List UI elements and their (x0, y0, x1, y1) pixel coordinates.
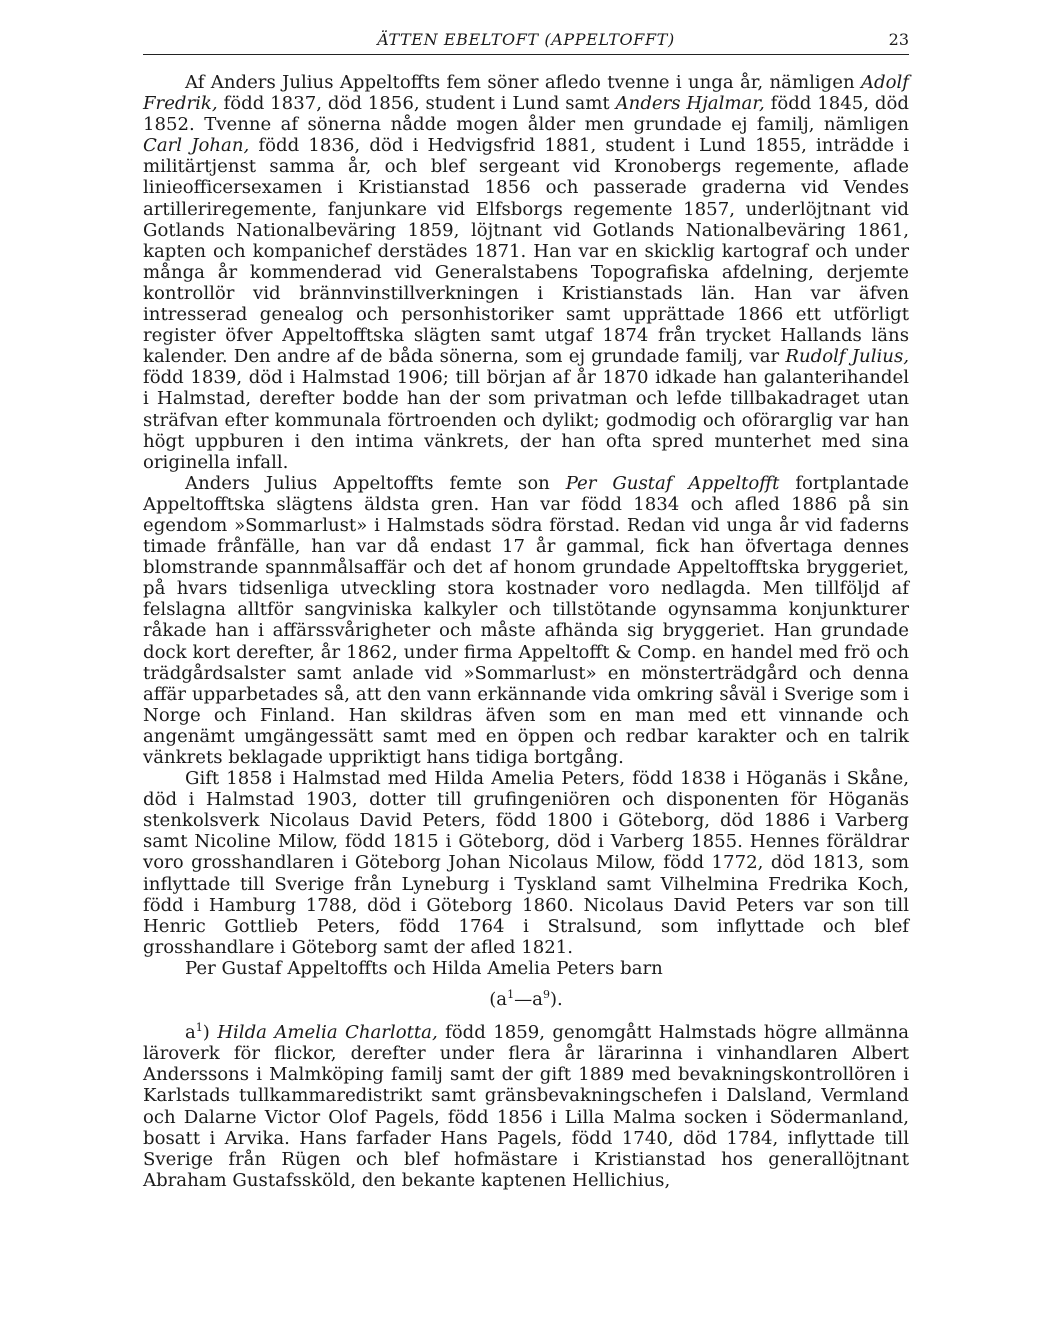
text-span: född 1837, död 1856, student i Lund samt (217, 93, 616, 115)
paragraph-children-heading: Per Gustaf Appeltoffts och Hilda Amelia Peters barn (185, 957, 663, 979)
text-span: född 1859, genomgått Halmstads högre allmänna läroverk för flickor, derefter under flera år lärarinna i vinhandlaren Albert Anderssons i Malmköping familj samt der gift 1889 med bevakningskontrollören i Karlstads tullkammaredistrikt samt gränsbevakningschefen i Dalsland, Vermland och Dalarne Victor Olof Pagels, född 1856 i Lilla Malma socken i Södermanland, bosatt i Arvika. Hans farfader Hans Pagels, född 1740, död 1784, inflyttade till Sverige från Rügen och blef hofmästare i Kristianstad hos generallöjtnant Abraham Gustafssköld, den bekante kaptenen Hellichius, (143, 1022, 910, 1191)
person-name-rudolf-julius: Rudolf Julius, (785, 346, 909, 368)
person-name-per-gustaf: Per Gustaf Appeltofft (565, 472, 780, 494)
person-name-hilda-amelia-charlotta: Hilda Amelia Charlotta, (217, 1022, 438, 1044)
children-range (143, 989, 909, 1010)
text-span: Anders Julius Appeltoffts femte son (185, 472, 566, 494)
page-number: 23 (888, 30, 909, 49)
range-close: ). (549, 989, 563, 1011)
text-span: Af Anders Julius Appeltoffts fem söner afledo tvenne i unga år, nämligen (185, 72, 861, 93)
running-title: ÄTTEN EBELTOFT (APPELTOFFT) (377, 30, 675, 49)
range-open: (a (489, 989, 508, 1011)
range-dash: —a (514, 989, 543, 1011)
range-sup-end: 9 (542, 988, 550, 1001)
body-text (143, 72, 909, 1191)
range-sup-start: 1 (507, 988, 515, 1001)
paragraph-marriage: Gift 1858 i Halmstad med Hilda Amelia Peters, född 1838 i Höganäs i Skåne, död i Halmstad 1903, dotter till grufingeniören och disponenten för Höganäs stenkolsverk Nicolaus David Peters, född 1800 i Göteborg, död 1886 i Varberg samt Nicoline Milow, född 1815 i Göteborg, död i Varberg 1855. Hennes föräldrar voro grosshandlaren i Göteborg Johan Nicolaus Milow, född 1772, död 1813, som inflyttade till Sverige från Lyneburg i Tyskland samt Vilhelmina Fredrika Koch, född i Hamburg 1788, död i Göteborg 1860. Nicolaus David Peters var son till Henric Gottlieb Peters, född 1764 i Stralsund, som inflyttade och blef grosshandlare i Göteborg samt der afled 1821. (143, 768, 909, 958)
entry-label-sup: 1 (195, 1021, 203, 1035)
person-name-anders-hjalmar: Anders Hjalmar, (615, 93, 765, 115)
person-name-carl-johan: Carl Johan, (143, 135, 250, 157)
entry-label-close: ) (202, 1022, 218, 1044)
entry-label: a (185, 1022, 196, 1044)
text-span: född 1839, död i Halmstad 1906; till början af år 1870 idkade han galanterihandel i Halmstad, derefter bodde han der som privatman och lefde tillbakadraget utan sträfvan efter kommunala förtroenden och dylikt; godmodig och oförarglig var han högt uppburen i den intima vänkrets, der han ofta spred munterhet med sina originella infall. (143, 367, 909, 473)
page-header (143, 28, 909, 55)
text-span: fortplantade Appeltofftska slägtens äldsta gren. Han var född 1834 och afled 1886 på sin egendom »Sommarlust» i Halmstads södra förstad. Redan vid unga år vid faderns timade frånfälle, han var då endast 17 år gammal, fick han öfvertaga dennes blomstrande spannmålsaffär och det af honom grundade Appeltofftska bryggeriet, på hvars tidsenliga utveckling stora kostnader voro nedlagda. Men tillföljd af felslagna alltför sangviniska kalkyler och tillstötande ogynsamma konjunkturer råkade han i affärssvårigheter och måste afhända sig bryggeriet. Han grundade dock kort derefter, år 1862, under firma Appeltofft & Comp. en handel med frö och trädgårdsalster samt anlade vid »Sommarlust» en mönsterträdgård och denna affär upparbetades så, att den vann erkännande vida omkring såväl i Sverige som i Norge och Finland. Han skildras äfven som en man med ett vinnande och angenämt umgängessätt samt med en öppen och redbar karakter och en talrik vänkrets beklagade uppriktigt hans tidiga bortgång. (143, 472, 910, 768)
text-span: född 1845, död 1852. Tvenne af sönerna nådde mogen ålder men grundade ej familj, nämligen (143, 93, 909, 136)
person-name-adolf-fredrik: Adolf Fredrik, (143, 72, 909, 115)
entry-a1 (143, 1022, 909, 1191)
paragraph-unmarried-sons (143, 72, 909, 473)
paragraph-per-gustaf (143, 473, 909, 768)
text-span: född 1836, död i Hedvigsfrid 1881, student i Lund 1855, inträdde i militärtjenst samma år, och blef sergeant vid Kronobergs regemente, aflade linieofficersexamen i Kristianstad 1856 och passerade graderna vid Vendes artilleriregemente, fanjunkare vid Elfsborgs regemente 1857, underlöjtnant vid Gotlands Nationalbeväring 1859, löjtnant vid Gotlands Nationalbeväring 1861, kapten och kompanichef derstädes 1871. Han var en skicklig kartograf och under många år kommenderad vid Generalstabens Topografiska afdelning, derjemte kontrollör vid brännvinstillverkningen i Kristianstads län. Han var äfven intresserad genealog och personhistoriker samt upprättade 1866 ett utförligt register öfver Appeltofftska slägten samt utgaf 1874 från trycket Hallands läns kalender. Den andre af de båda sönerna, som ej grundade familj, var (143, 135, 909, 368)
